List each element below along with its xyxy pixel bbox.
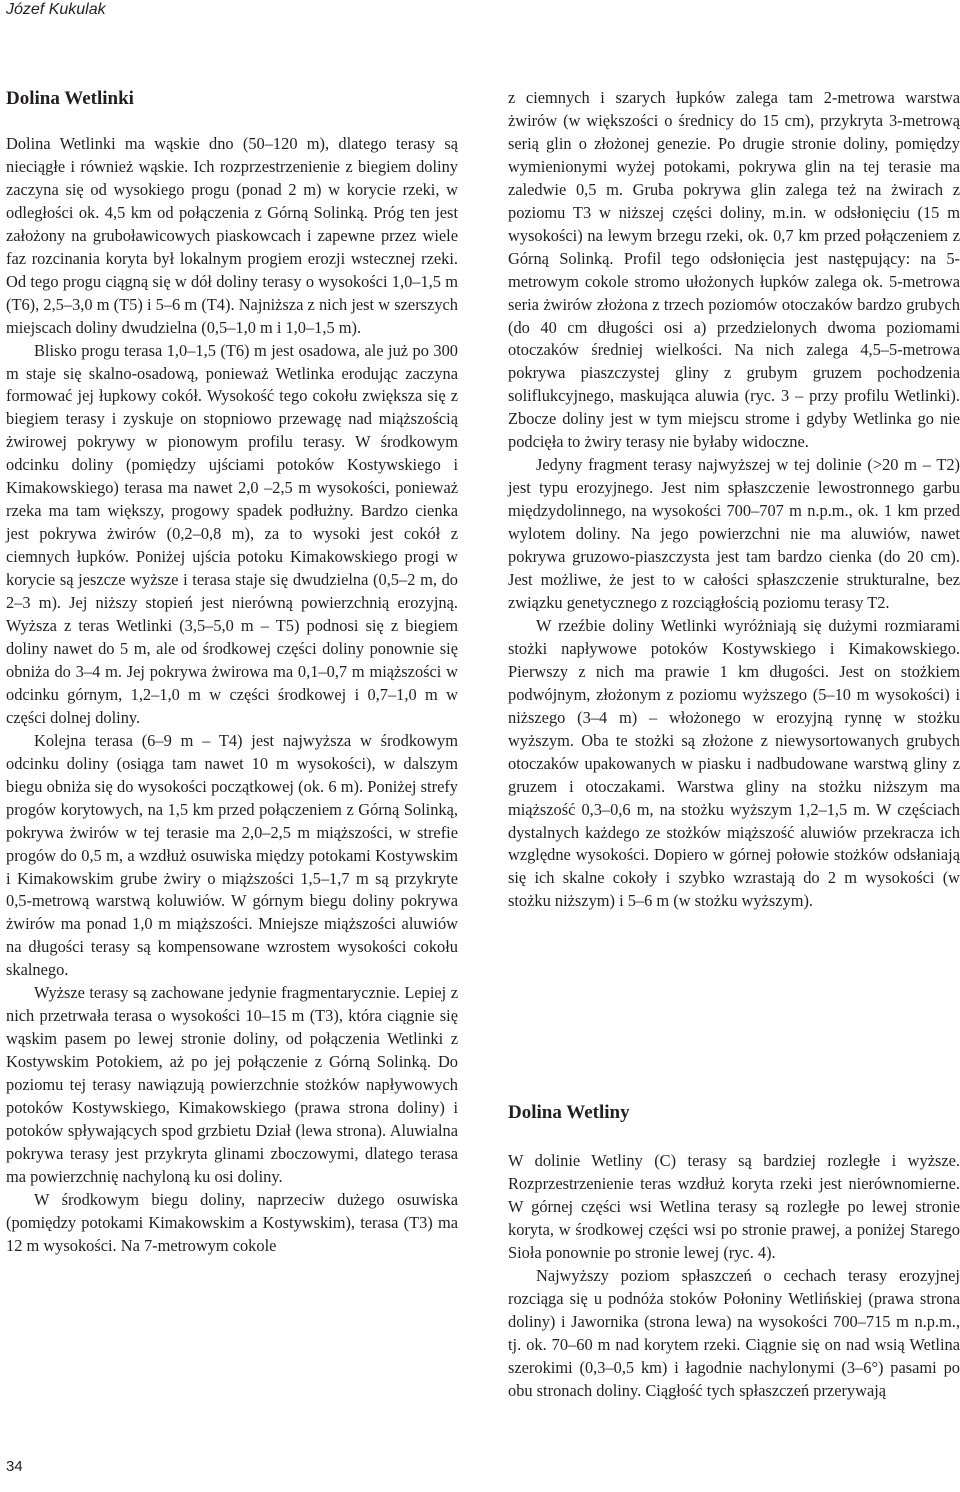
paragraph: W środkowym biegu doliny, naprzeciw dużego osuwiska (pomiędzy potokami Kimakowskim a Kostywskim), terasa (T3) ma 12 m wysokości. Na 7-metrowym cokole [6, 1189, 458, 1255]
right-column-body-top [508, 87, 960, 913]
section-heading-dolina-wetlinki: Dolina Wetlinki [6, 88, 134, 109]
paragraph: Najwyższy poziom spłaszczeń o cechach terasy erozyjnej rozciąga się u podnóża stoków Połoniny Wetlińskiej (prawa strona doliny) i Jawornika (strona lewa) na wysokości 700–715 m n.p.m., tj. ok. 70–60 m nad korytem rzeki. Ciągnie się on nad wsią Wetlina szerokimi (0,3–0,5 km) i łagodnie nachylonymi (3–6°) pasami po obu stronach doliny. Ciągłość tych spłaszczeń przerywają [508, 1265, 960, 1400]
paragraph: Dolina Wetlinki ma wąskie dno (50–120 m), dlatego terasy są nieciągłe i również wąskie. Ich rozprzestrzenienie z biegiem doliny zaczyna się od wysokiego progu (ponad 2 m) w korycie rzeki, w odległości ok. 4,5 km od połączenia z Górną Solinką. Próg ten jest założony na gruboławicowych piaskowcach i zapewne przez wiele faz rozcinania koryta był lokalnym progiem erozji wstecznej rzeki. Od tego progu ciągną się w dół doliny terasy o wysokości 1,0–1,5 m (T6), 2,5–3,0 m (T5) i 5–6 m (T4). Najniższa z nich jest w szerszych miejscach doliny dwudzielna (0,5–1,0 m i 1,0–1,5 m). [6, 134, 458, 337]
right-column-body-bottom [508, 1150, 960, 1402]
paragraph: z ciemnych i szarych łupków zalega tam 2-metrowa warstwa żwirów (w większości o średnicy do 15 cm), przykryta 3-metrową serią glin o złożonej genezie. Po drugie stronie doliny, pomiędzy wymienionymi wyżej potokami, pokrywa glin na tej terasie ma zaledwie 0,5 m. Gruba pokrywa glin zalega też na żwirach z poziomu T3 w niższej części doliny, m.in. w odsłonięciu (15 m wysokości) na lewym brzegu rzeki, ok. 0,7 km przed połączeniem z Górną Solinką. Profil tego odsłonięcia jest następujący: na 5-metrowym cokole stromo ułożonych łupków zalega ok. 5-metrowa seria żwirów złożona z trzech poziomów otoczaków bardzo grubych (do 40 cm długości osi a) przedzielonych dwoma poziomami otoczaków średniej wielkości. Na nich zalega 4,5–5-metrowa pokrywa piaszczystej gliny z grubym gruzem pochodzenia soliflukcyjnego, maskująca aluwia (ryc. 3 – przy profilu Wetlinki). Zbocze doliny jest w tym miejscu strome i gdyby Wetlinka go nie podcięła to żwiry terasy nie byłaby widoczne. [508, 88, 960, 452]
paragraph: W rzeźbie doliny Wetlinki wyróżniają się dużymi rozmiarami stożki napływowe potoków Kostywskiego i Kimakowskiego. Pierwszy z nich ma prawie 1 km długości. Jest on stożkiem podwójnym, złożonym z poziomu wyższego (5–10 m wysokości) i niższego (3–4 m) – włożonego w erozyjną rynnę w stożku wyższym. Oba te stożki są złożone z niewysortowanych grubych otoczaków upakowanych w piasku i nadbudowane warstwą gliny z gruzem i otoczakami. Warstwa gliny na stożku niższym ma miąższość 0,3–0,6 m, na stożku wyższym 1,2–1,5 m. W częściach dystalnych każdego ze stożków miąższość aluwiów przekracza ich względne wysokości. Dopiero w górnej połowie stożków odsłaniają się ich skalne cokoły i szybko wzrastają do 2 m wysokości (w stożku niższym) i 5–6 m (w stożku wyższym). [508, 615, 960, 911]
page-number: 34 [6, 1458, 23, 1475]
paragraph: Kolejna terasa (6–9 m – T4) jest najwyższa w środkowym odcinku doliny (osiąga tam nawet 10 m wysokości), w dalszym biegu obniża się do wysokości początkowej (ok. 6 m). Poniżej strefy progów korytowych, na 1,5 km przed połączeniem z Górną Solinką, pokrywa żwirów w tej terasie ma 2,0–2,5 m miąższości, w strefie progów do 0,5 m, a wzdłuż osuwiska między potokami Kostywskim i Kimakowskim grube żwiry o miąższości 1,5–1,7 m są przykryte 0,5-metrową warstwą koluwiów. W górnym biegu doliny pokrywa żwirów ma ponad 1,0 m miąższości. Mniejsze miąższości aluwiów na długości terasy są kompensowane wzrostem wysokości cokołu skalnego. [6, 730, 458, 980]
running-header-author: Józef Kukulak [6, 1, 106, 18]
paragraph: Wyższe terasy są zachowane jedynie fragmentarycznie. Lepiej z nich przetrwała terasa o wysokości 10–15 m (T3), która ciągnie się wąskim pasem po lewej stronie doliny, od połączenia Wetlinki z Kostywskim Potokiem, aż po jej połączenie z Górną Solinką. Do poziomu tej terasy nawiązują powierzchnie stożków napływowych potoków Kostywskiego, Kimakowskiego (prawa strona doliny) i potoków spływających spod grzbietu Dział (lewa strona). Aluwialna pokrywa terasy jest przykryta glinami zboczowymi, dlatego terasa ma powierzchnię nachyloną ku osi doliny. [6, 983, 458, 1186]
paragraph: W dolinie Wetliny (C) terasy są bardziej rozległe i wyższe. Rozprzestrzenienie teras wzdłuż koryta rzeki jest nierównomierne. W górnej części wsi Wetlina terasy są rozległe po lewej stronie koryta, w środkowej części wsi po stronie prawej, a poniżej Starego Sioła ponownie po stronie lewej (ryc. 4). [508, 1151, 960, 1262]
left-column-body [6, 133, 458, 1258]
paragraph: Blisko progu terasa 1,0–1,5 (T6) m jest osadowa, ale już po 300 m staje się skalno-osadową, ponieważ Wetlinka erodując zaczyna formować jej łupkowy cokół. Wysokość tego cokołu zwiększa się z biegiem terasy i zyskuje on stopniowo przewagę nad miąższością żwirowej pokrywy w pionowym profilu terasy. W środkowym odcinku doliny (pomiędzy ujściami potoków Kostywskiego i Kimakowskiego) terasa ma nawet 2,0 –2,5 m wysokości, ponieważ rzeka ma tam większy, progowy spadek podłużny. Bardzo cienka jest pokrywa żwirów (0,2–0,8 m), za to wysoki jest cokół z ciemnych łupków. Poniżej ujścia potoku Kimakowskiego progi w korycie są jeszcze wyższe i terasa staje się dwudzielna (0,5–2 m, do 2–3 m). Jej niższy stopień jest nierówną powierzchnią erozyjną. Wyższa z teras Wetlinki (3,5–5,0 m – T5) podnosi się z biegiem doliny nawet do 5 m, ale od środkowej części doliny ponownie się obniża do 3–4 m. Jej pokrywa żwirowa ma 0,1–0,7 m miąższości w odcinku górnym, 1,2–1,0 m w części środkowej i 0,7–1,0 m w części dolnej doliny. [6, 340, 458, 727]
section-heading-dolina-wetliny: Dolina Wetliny [508, 1102, 630, 1123]
paragraph: Jedyny fragment terasy najwyższej w tej dolinie (>20 m – T2) jest typu erozyjnego. Jest nim spłaszczenie lewostronnego garbu międzydolinnego, na wysokości 700–707 m n.p.m., ok. 1 km przed wylotem doliny. Na jego powierzchni nie ma aluwiów, nawet pokrywa gruzowo-piaszczysta jest tam bardzo cienka (do 20 cm). Jest możliwe, że jest to w całości spłaszczenie strukturalne, bez związku genetycznego z rozciągłością poziomu terasy T2. [508, 455, 960, 612]
